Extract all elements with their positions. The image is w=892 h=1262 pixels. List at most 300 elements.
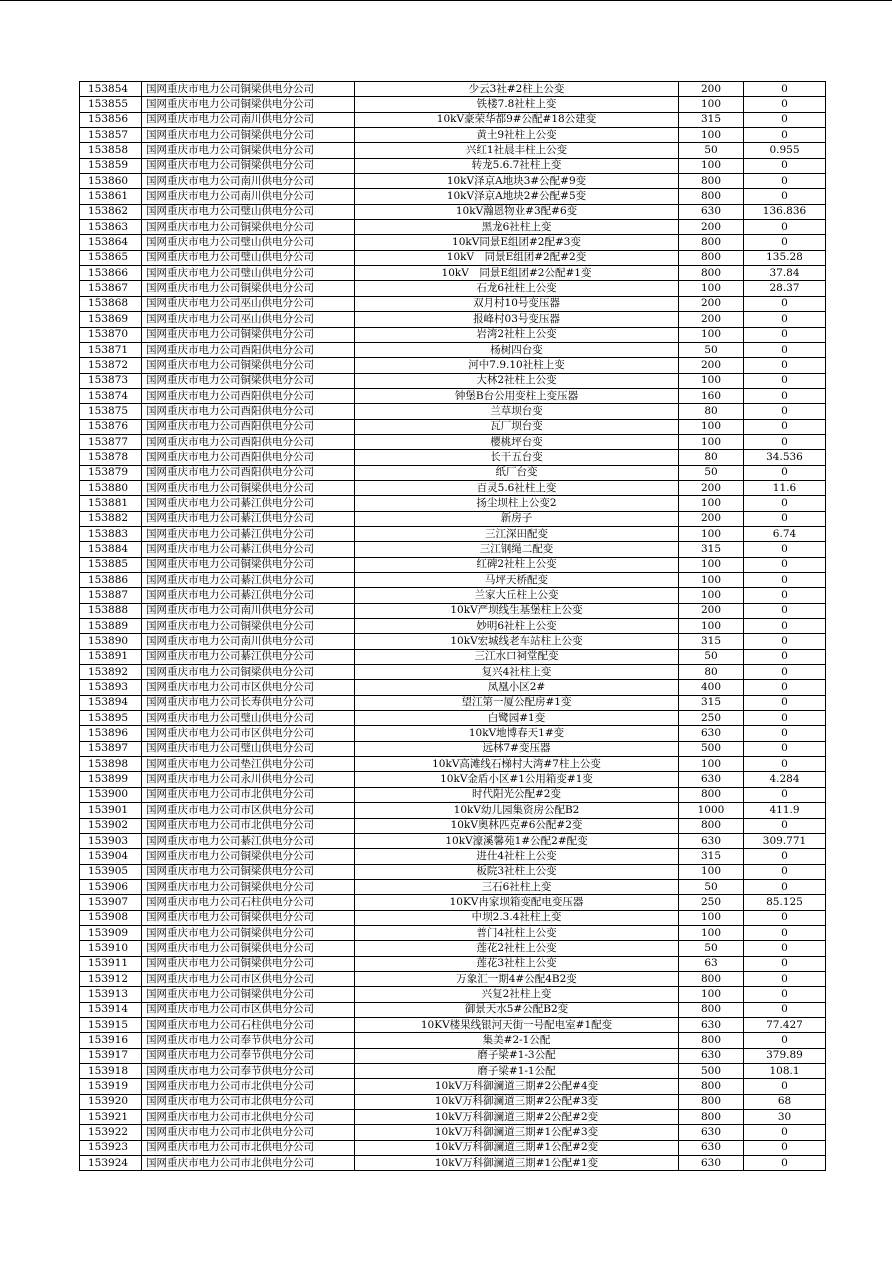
company-cell: 国网重庆市电力公司市北供电分公司 <box>142 1094 355 1109</box>
transformer-name-cell: 10kV严坝线生基堡柱上公变 <box>355 603 679 618</box>
table-row <box>80 373 826 388</box>
row-id-cell: 153864 <box>80 235 142 250</box>
company-cell: 国网重庆市电力公司酉阳供电分公司 <box>142 465 355 480</box>
row-id-cell: 153920 <box>80 1094 142 1109</box>
row-id-cell: 153914 <box>80 1002 142 1017</box>
row-id-cell: 153883 <box>80 526 142 541</box>
transformer-name-cell: 10kV 同景E组团#2配#2变 <box>355 250 679 265</box>
table-row <box>80 342 826 357</box>
table-row <box>80 695 826 710</box>
row-id-cell: 153910 <box>80 941 142 956</box>
row-id-cell: 153912 <box>80 971 142 986</box>
table-row <box>80 649 826 664</box>
company-cell: 国网重庆市电力公司璧山供电分公司 <box>142 741 355 756</box>
capacity-cell: 315 <box>679 112 744 127</box>
row-id-cell: 153861 <box>80 189 142 204</box>
value-cell: 0 <box>744 941 826 956</box>
company-cell: 国网重庆市电力公司市区供电分公司 <box>142 680 355 695</box>
transformer-name-cell: 长干五台变 <box>355 450 679 465</box>
value-cell: 0 <box>744 971 826 986</box>
row-id-cell: 153909 <box>80 925 142 940</box>
value-cell: 0 <box>744 112 826 127</box>
transformer-name-cell: 10KV楼果线银河天街一号配电室#1配变 <box>355 1017 679 1032</box>
transformer-name-cell: 远林7#变压器 <box>355 741 679 756</box>
transformer-name-cell: 万象汇一期4#公配4B2变 <box>355 971 679 986</box>
table-row <box>80 787 826 802</box>
table-row <box>80 404 826 419</box>
capacity-cell: 100 <box>679 526 744 541</box>
value-cell: 0 <box>744 910 826 925</box>
transformer-name-cell: 铁楼7.8社柱上变 <box>355 97 679 112</box>
transformer-name-cell: 钟堡B台公用变柱上变压器 <box>355 388 679 403</box>
table-row <box>80 450 826 465</box>
transformer-name-cell: 三江深田配变 <box>355 526 679 541</box>
row-id-cell: 153918 <box>80 1064 142 1079</box>
table-body <box>80 82 826 1171</box>
table-row <box>80 1064 826 1079</box>
row-id-cell: 153885 <box>80 557 142 572</box>
table-row <box>80 849 826 864</box>
table-row <box>80 97 826 112</box>
table-row <box>80 542 826 557</box>
transformer-name-cell: 兴红1社晨丰柱上公变 <box>355 143 679 158</box>
row-id-cell: 153904 <box>80 849 142 864</box>
transformer-name-cell: 磨子梁#1-3公配 <box>355 1048 679 1063</box>
transformer-name-cell: 10kV万科御澜道三期#1公配#3变 <box>355 1125 679 1140</box>
capacity-cell: 800 <box>679 1094 744 1109</box>
table-row <box>80 266 826 281</box>
transformer-name-cell: 10kV万科御澜道三期#1公配#2变 <box>355 1140 679 1155</box>
capacity-cell: 100 <box>679 97 744 112</box>
capacity-cell: 315 <box>679 542 744 557</box>
capacity-cell: 200 <box>679 82 744 97</box>
capacity-cell: 100 <box>679 496 744 511</box>
table-row <box>80 358 826 373</box>
row-id-cell: 153919 <box>80 1079 142 1094</box>
capacity-cell: 200 <box>679 603 744 618</box>
company-cell: 国网重庆市电力公司石柱供电分公司 <box>142 1017 355 1032</box>
transformer-name-cell: 10kV同景E组团#2配#3变 <box>355 235 679 250</box>
row-id-cell: 153882 <box>80 511 142 526</box>
company-cell: 国网重庆市电力公司璧山供电分公司 <box>142 204 355 219</box>
capacity-cell: 100 <box>679 419 744 434</box>
company-cell: 国网重庆市电力公司永川供电分公司 <box>142 772 355 787</box>
capacity-cell: 800 <box>679 818 744 833</box>
row-id-cell: 153881 <box>80 496 142 511</box>
value-cell: 0 <box>744 388 826 403</box>
company-cell: 国网重庆市电力公司铜梁供电分公司 <box>142 557 355 572</box>
company-cell: 国网重庆市电力公司市北供电分公司 <box>142 1079 355 1094</box>
capacity-cell: 800 <box>679 1002 744 1017</box>
table-row <box>80 941 826 956</box>
table-row <box>80 987 826 1002</box>
value-cell: 0 <box>744 588 826 603</box>
value-cell: 0 <box>744 711 826 726</box>
transformer-name-cell: 磨子梁#1-1公配 <box>355 1064 679 1079</box>
value-cell: 411.9 <box>744 803 826 818</box>
capacity-cell: 400 <box>679 680 744 695</box>
value-cell: 0 <box>744 1140 826 1155</box>
company-cell: 国网重庆市电力公司南川供电分公司 <box>142 603 355 618</box>
row-id-cell: 153900 <box>80 787 142 802</box>
capacity-cell: 100 <box>679 588 744 603</box>
row-id-cell: 153879 <box>80 465 142 480</box>
capacity-cell: 630 <box>679 1017 744 1032</box>
company-cell: 国网重庆市电力公司铜梁供电分公司 <box>142 987 355 1002</box>
row-id-cell: 153905 <box>80 864 142 879</box>
transformer-name-cell: 10kV奥林匹克#6公配#2变 <box>355 818 679 833</box>
table-row <box>80 588 826 603</box>
value-cell: 0 <box>744 649 826 664</box>
transformer-name-cell: 妙明6社柱上公变 <box>355 619 679 634</box>
company-cell: 国网重庆市电力公司市区供电分公司 <box>142 1002 355 1017</box>
value-cell: 0 <box>744 695 826 710</box>
row-id-cell: 153915 <box>80 1017 142 1032</box>
table-row <box>80 1140 826 1155</box>
table-row <box>80 419 826 434</box>
row-id-cell: 153873 <box>80 373 142 388</box>
transformer-name-cell: 报峰村03号变压器 <box>355 312 679 327</box>
row-id-cell: 153917 <box>80 1048 142 1063</box>
table-row <box>80 220 826 235</box>
value-cell: 0 <box>744 511 826 526</box>
company-cell: 国网重庆市电力公司綦江供电分公司 <box>142 542 355 557</box>
value-cell: 0 <box>744 603 826 618</box>
transformer-name-cell: 杨树四台变 <box>355 342 679 357</box>
value-cell: 0 <box>744 434 826 449</box>
capacity-cell: 250 <box>679 711 744 726</box>
transformer-name-cell: 10KV冉家坝箱变配电变压器 <box>355 895 679 910</box>
transformer-name-cell: 兰草坝台变 <box>355 404 679 419</box>
capacity-cell: 100 <box>679 925 744 940</box>
company-cell: 国网重庆市电力公司璧山供电分公司 <box>142 250 355 265</box>
row-id-cell: 153913 <box>80 987 142 1002</box>
transformer-name-cell: 10kV万科御澜道三期#2公配#4变 <box>355 1079 679 1094</box>
company-cell: 国网重庆市电力公司南川供电分公司 <box>142 174 355 189</box>
transformer-name-cell: 莲花3社柱上公变 <box>355 956 679 971</box>
company-cell: 国网重庆市电力公司铜梁供电分公司 <box>142 619 355 634</box>
capacity-cell: 200 <box>679 312 744 327</box>
row-id-cell: 153896 <box>80 726 142 741</box>
transformer-name-cell: 10kV瀚恩物业#3配#6变 <box>355 204 679 219</box>
row-id-cell: 153899 <box>80 772 142 787</box>
capacity-cell: 630 <box>679 1156 744 1171</box>
row-id-cell: 153893 <box>80 680 142 695</box>
value-cell: 68 <box>744 1094 826 1109</box>
company-cell: 国网重庆市电力公司市区供电分公司 <box>142 726 355 741</box>
table-row <box>80 573 826 588</box>
transformer-name-cell: 10kV泽京A地块2#公配#5变 <box>355 189 679 204</box>
row-id-cell: 153889 <box>80 619 142 634</box>
value-cell: 0 <box>744 1002 826 1017</box>
capacity-cell: 800 <box>679 1110 744 1125</box>
capacity-cell: 800 <box>679 189 744 204</box>
transformer-name-cell: 集美#2-1公配 <box>355 1033 679 1048</box>
company-cell: 国网重庆市电力公司奉节供电分公司 <box>142 1048 355 1063</box>
company-cell: 国网重庆市电力公司市北供电分公司 <box>142 1156 355 1171</box>
transformer-name-cell: 双月村10号变压器 <box>355 296 679 311</box>
table-row <box>80 204 826 219</box>
row-id-cell: 153869 <box>80 312 142 327</box>
transformer-name-cell: 10kV 同景E组团#2公配#1变 <box>355 266 679 281</box>
transformer-name-cell: 扬尘坝柱上公变2 <box>355 496 679 511</box>
company-cell: 国网重庆市电力公司市北供电分公司 <box>142 1125 355 1140</box>
capacity-cell: 630 <box>679 1140 744 1155</box>
value-cell: 0 <box>744 174 826 189</box>
capacity-cell: 200 <box>679 480 744 495</box>
company-cell: 国网重庆市电力公司南川供电分公司 <box>142 634 355 649</box>
transformer-name-cell: 望江第一厦公配房#1变 <box>355 695 679 710</box>
table-row <box>80 511 826 526</box>
capacity-cell: 80 <box>679 450 744 465</box>
value-cell: 30 <box>744 1110 826 1125</box>
capacity-cell: 100 <box>679 573 744 588</box>
value-cell: 37.84 <box>744 266 826 281</box>
capacity-cell: 200 <box>679 296 744 311</box>
company-cell: 国网重庆市电力公司铜梁供电分公司 <box>142 480 355 495</box>
value-cell: 309.771 <box>744 833 826 848</box>
row-id-cell: 153862 <box>80 204 142 219</box>
row-id-cell: 153890 <box>80 634 142 649</box>
row-id-cell: 153860 <box>80 174 142 189</box>
row-id-cell: 153887 <box>80 588 142 603</box>
table-row <box>80 1079 826 1094</box>
table-row <box>80 82 826 97</box>
capacity-cell: 630 <box>679 833 744 848</box>
company-cell: 国网重庆市电力公司綦江供电分公司 <box>142 573 355 588</box>
value-cell: 4.284 <box>744 772 826 787</box>
value-cell: 0 <box>744 787 826 802</box>
value-cell: 0 <box>744 1125 826 1140</box>
table-row <box>80 1002 826 1017</box>
transformer-name-cell: 转龙5.6.7社柱上变 <box>355 158 679 173</box>
capacity-cell: 63 <box>679 956 744 971</box>
table-row <box>80 128 826 143</box>
company-cell: 国网重庆市电力公司南川供电分公司 <box>142 189 355 204</box>
company-cell: 国网重庆市电力公司奉节供电分公司 <box>142 1064 355 1079</box>
row-id-cell: 153859 <box>80 158 142 173</box>
table-row <box>80 250 826 265</box>
company-cell: 国网重庆市电力公司巫山供电分公司 <box>142 312 355 327</box>
capacity-cell: 100 <box>679 281 744 296</box>
company-cell: 国网重庆市电力公司铜梁供电分公司 <box>142 910 355 925</box>
row-id-cell: 153874 <box>80 388 142 403</box>
value-cell: 0 <box>744 864 826 879</box>
transformer-name-cell: 三江钢绳二配变 <box>355 542 679 557</box>
capacity-cell: 100 <box>679 158 744 173</box>
transformer-name-cell: 大林2社柱上公变 <box>355 373 679 388</box>
capacity-cell: 630 <box>679 1125 744 1140</box>
capacity-cell: 315 <box>679 695 744 710</box>
table-row <box>80 480 826 495</box>
table-row <box>80 1125 826 1140</box>
transformer-name-cell: 10kV万科御澜道三期#2公配#2变 <box>355 1110 679 1125</box>
table-row <box>80 112 826 127</box>
capacity-cell: 800 <box>679 1033 744 1048</box>
capacity-cell: 800 <box>679 787 744 802</box>
row-id-cell: 153907 <box>80 895 142 910</box>
value-cell: 6.74 <box>744 526 826 541</box>
row-id-cell: 153921 <box>80 1110 142 1125</box>
value-cell: 0 <box>744 665 826 680</box>
company-cell: 国网重庆市电力公司市北供电分公司 <box>142 787 355 802</box>
row-id-cell: 153892 <box>80 665 142 680</box>
table-row <box>80 327 826 342</box>
capacity-cell: 100 <box>679 373 744 388</box>
company-cell: 国网重庆市电力公司綦江供电分公司 <box>142 588 355 603</box>
company-cell: 国网重庆市电力公司奉节供电分公司 <box>142 1033 355 1048</box>
value-cell: 0 <box>744 956 826 971</box>
transformer-name-cell: 樱桃坪台变 <box>355 434 679 449</box>
transformer-name-cell: 进仕4社柱上公变 <box>355 849 679 864</box>
row-id-cell: 153891 <box>80 649 142 664</box>
capacity-cell: 100 <box>679 987 744 1002</box>
row-id-cell: 153868 <box>80 296 142 311</box>
table-row <box>80 971 826 986</box>
value-cell: 0 <box>744 757 826 772</box>
row-id-cell: 153894 <box>80 695 142 710</box>
company-cell: 国网重庆市电力公司铜梁供电分公司 <box>142 158 355 173</box>
company-cell: 国网重庆市电力公司长寿供电分公司 <box>142 695 355 710</box>
transformer-name-cell: 石龙6社柱上公变 <box>355 281 679 296</box>
capacity-cell: 800 <box>679 235 744 250</box>
value-cell: 11.6 <box>744 480 826 495</box>
value-cell: 108.1 <box>744 1064 826 1079</box>
row-id-cell: 153865 <box>80 250 142 265</box>
capacity-cell: 800 <box>679 971 744 986</box>
table-row <box>80 1156 826 1171</box>
capacity-cell: 200 <box>679 220 744 235</box>
transformer-table <box>79 81 826 1171</box>
table-row <box>80 864 826 879</box>
table-row <box>80 879 826 894</box>
value-cell: 0 <box>744 1079 826 1094</box>
company-cell: 国网重庆市电力公司铜梁供电分公司 <box>142 864 355 879</box>
capacity-cell: 500 <box>679 1064 744 1079</box>
capacity-cell: 100 <box>679 619 744 634</box>
company-cell: 国网重庆市电力公司铜梁供电分公司 <box>142 281 355 296</box>
company-cell: 国网重庆市电力公司铜梁供电分公司 <box>142 97 355 112</box>
row-id-cell: 153854 <box>80 82 142 97</box>
capacity-cell: 800 <box>679 266 744 281</box>
value-cell: 0 <box>744 158 826 173</box>
company-cell: 国网重庆市电力公司垫江供电分公司 <box>142 757 355 772</box>
capacity-cell: 50 <box>679 941 744 956</box>
company-cell: 国网重庆市电力公司铜梁供电分公司 <box>142 925 355 940</box>
transformer-name-cell: 御景天水5#公配B2变 <box>355 1002 679 1017</box>
value-cell: 0 <box>744 726 826 741</box>
company-cell: 国网重庆市电力公司市区供电分公司 <box>142 971 355 986</box>
transformer-name-cell: 马坪天桥配变 <box>355 573 679 588</box>
row-id-cell: 153924 <box>80 1156 142 1171</box>
company-cell: 国网重庆市电力公司酉阳供电分公司 <box>142 434 355 449</box>
capacity-cell: 50 <box>679 879 744 894</box>
capacity-cell: 100 <box>679 864 744 879</box>
transformer-name-cell: 普门4社柱上公变 <box>355 925 679 940</box>
page-top-rule <box>0 0 892 1</box>
capacity-cell: 50 <box>679 465 744 480</box>
value-cell: 28.37 <box>744 281 826 296</box>
company-cell: 国网重庆市电力公司铜梁供电分公司 <box>142 956 355 971</box>
table-row <box>80 1017 826 1032</box>
company-cell: 国网重庆市电力公司綦江供电分公司 <box>142 649 355 664</box>
value-cell: 85.125 <box>744 895 826 910</box>
transformer-name-cell: 新房子 <box>355 511 679 526</box>
value-cell: 34.536 <box>744 450 826 465</box>
value-cell: 0 <box>744 1156 826 1171</box>
row-id-cell: 153876 <box>80 419 142 434</box>
capacity-cell: 1000 <box>679 803 744 818</box>
value-cell: 77.427 <box>744 1017 826 1032</box>
transformer-name-cell: 10kV濠溪馨苑1#公配2#配变 <box>355 833 679 848</box>
row-id-cell: 153898 <box>80 757 142 772</box>
row-id-cell: 153884 <box>80 542 142 557</box>
row-id-cell: 153886 <box>80 573 142 588</box>
table-row <box>80 557 826 572</box>
table-row <box>80 634 826 649</box>
value-cell: 0 <box>744 849 826 864</box>
table-row <box>80 312 826 327</box>
table-row <box>80 235 826 250</box>
row-id-cell: 153856 <box>80 112 142 127</box>
row-id-cell: 153916 <box>80 1033 142 1048</box>
row-id-cell: 153872 <box>80 358 142 373</box>
capacity-cell: 500 <box>679 741 744 756</box>
table-row <box>80 1033 826 1048</box>
capacity-cell: 315 <box>679 634 744 649</box>
row-id-cell: 153871 <box>80 342 142 357</box>
table-row <box>80 296 826 311</box>
value-cell: 0 <box>744 680 826 695</box>
capacity-cell: 315 <box>679 849 744 864</box>
value-cell: 0 <box>744 342 826 357</box>
value-cell: 0 <box>744 619 826 634</box>
capacity-cell: 80 <box>679 404 744 419</box>
transformer-name-cell: 黑龙6社柱上变 <box>355 220 679 235</box>
value-cell: 0 <box>744 312 826 327</box>
company-cell: 国网重庆市电力公司铜梁供电分公司 <box>142 128 355 143</box>
transformer-name-cell: 10kV宏城线老车站柱上公变 <box>355 634 679 649</box>
table-row <box>80 956 826 971</box>
transformer-name-cell: 板院3社柱上公变 <box>355 864 679 879</box>
row-id-cell: 153878 <box>80 450 142 465</box>
row-id-cell: 153855 <box>80 97 142 112</box>
company-cell: 国网重庆市电力公司市北供电分公司 <box>142 1110 355 1125</box>
company-cell: 国网重庆市电力公司綦江供电分公司 <box>142 496 355 511</box>
table-row <box>80 619 826 634</box>
value-cell: 0 <box>744 925 826 940</box>
transformer-name-cell: 白鹭园#1变 <box>355 711 679 726</box>
row-id-cell: 153902 <box>80 818 142 833</box>
table-row <box>80 726 826 741</box>
transformer-name-cell: 岩湾2社柱上公变 <box>355 327 679 342</box>
row-id-cell: 153908 <box>80 910 142 925</box>
value-cell: 379.89 <box>744 1048 826 1063</box>
value-cell: 0 <box>744 128 826 143</box>
table-row <box>80 665 826 680</box>
transformer-name-cell: 凤凰小区2# <box>355 680 679 695</box>
transformer-name-cell: 10kV金盾小区#1公用箱变#1变 <box>355 772 679 787</box>
company-cell: 国网重庆市电力公司铜梁供电分公司 <box>142 941 355 956</box>
value-cell: 0 <box>744 220 826 235</box>
company-cell: 国网重庆市电力公司石柱供电分公司 <box>142 895 355 910</box>
row-id-cell: 153857 <box>80 128 142 143</box>
company-cell: 国网重庆市电力公司铜梁供电分公司 <box>142 665 355 680</box>
capacity-cell: 100 <box>679 557 744 572</box>
company-cell: 国网重庆市电力公司铜梁供电分公司 <box>142 327 355 342</box>
capacity-cell: 100 <box>679 757 744 772</box>
value-cell: 0 <box>744 358 826 373</box>
